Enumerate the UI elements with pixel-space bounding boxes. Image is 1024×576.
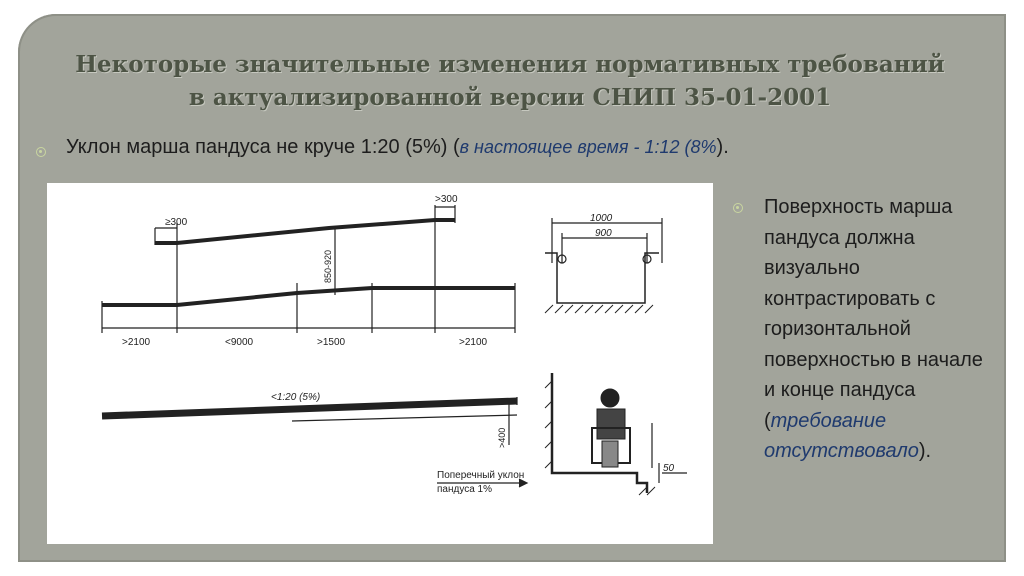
label-50: 50	[663, 463, 675, 474]
label-900: 900	[595, 228, 612, 239]
slope-text: Уклон марша пандуса не круче 1:20 (5%) (	[66, 136, 460, 158]
bullet-icon	[733, 203, 743, 213]
handrail-line	[155, 220, 455, 243]
label-1500: >1500	[317, 337, 346, 348]
label-top-left-300: ≥300	[165, 217, 188, 228]
contrast-text-end: ).	[918, 440, 932, 462]
slope-current-note: в настоящее время - 1:12 (8%	[459, 137, 717, 157]
bullet-slope-requirement	[66, 136, 729, 159]
title-line-1: Некоторые значительные изменения нормативных требований	[75, 51, 945, 78]
ramp-drawing	[47, 183, 713, 544]
label-2100-left: >2100	[122, 337, 151, 348]
label-1000: 1000	[590, 213, 613, 224]
slope-text-end: ).	[716, 136, 729, 158]
label-2100-right: >2100	[459, 337, 488, 348]
label-400: >400	[497, 427, 507, 448]
label-top-right-300: >300	[435, 194, 458, 205]
bullet-contrast-requirement	[764, 192, 994, 467]
label-cross-slope-2: пандуса 1%	[437, 484, 493, 495]
title-line-2: в актуализированной версии СНИП 35-01-2001	[188, 84, 832, 111]
ramp-drawing-panel	[47, 183, 713, 544]
contrast-note: требование отсутствовало	[764, 409, 919, 462]
ramp-side-view	[102, 401, 517, 416]
ground-hatching	[545, 305, 655, 495]
ramp-surface	[102, 288, 515, 305]
label-slope: <1:20 (5%)	[271, 392, 321, 403]
bullet-icon	[36, 147, 46, 157]
label-cross-slope-1: Поперечный уклон	[437, 470, 525, 481]
label-height-range: 850-920	[323, 249, 333, 283]
slide-title	[40, 48, 980, 114]
wheelchair-user-icon	[592, 389, 630, 467]
label-9000: <9000	[225, 337, 254, 348]
contrast-text: Поверхность марша пандуса должна визуально контрастировать с горизонтальной поверхностью в начале и конце пандуса (	[764, 196, 983, 432]
